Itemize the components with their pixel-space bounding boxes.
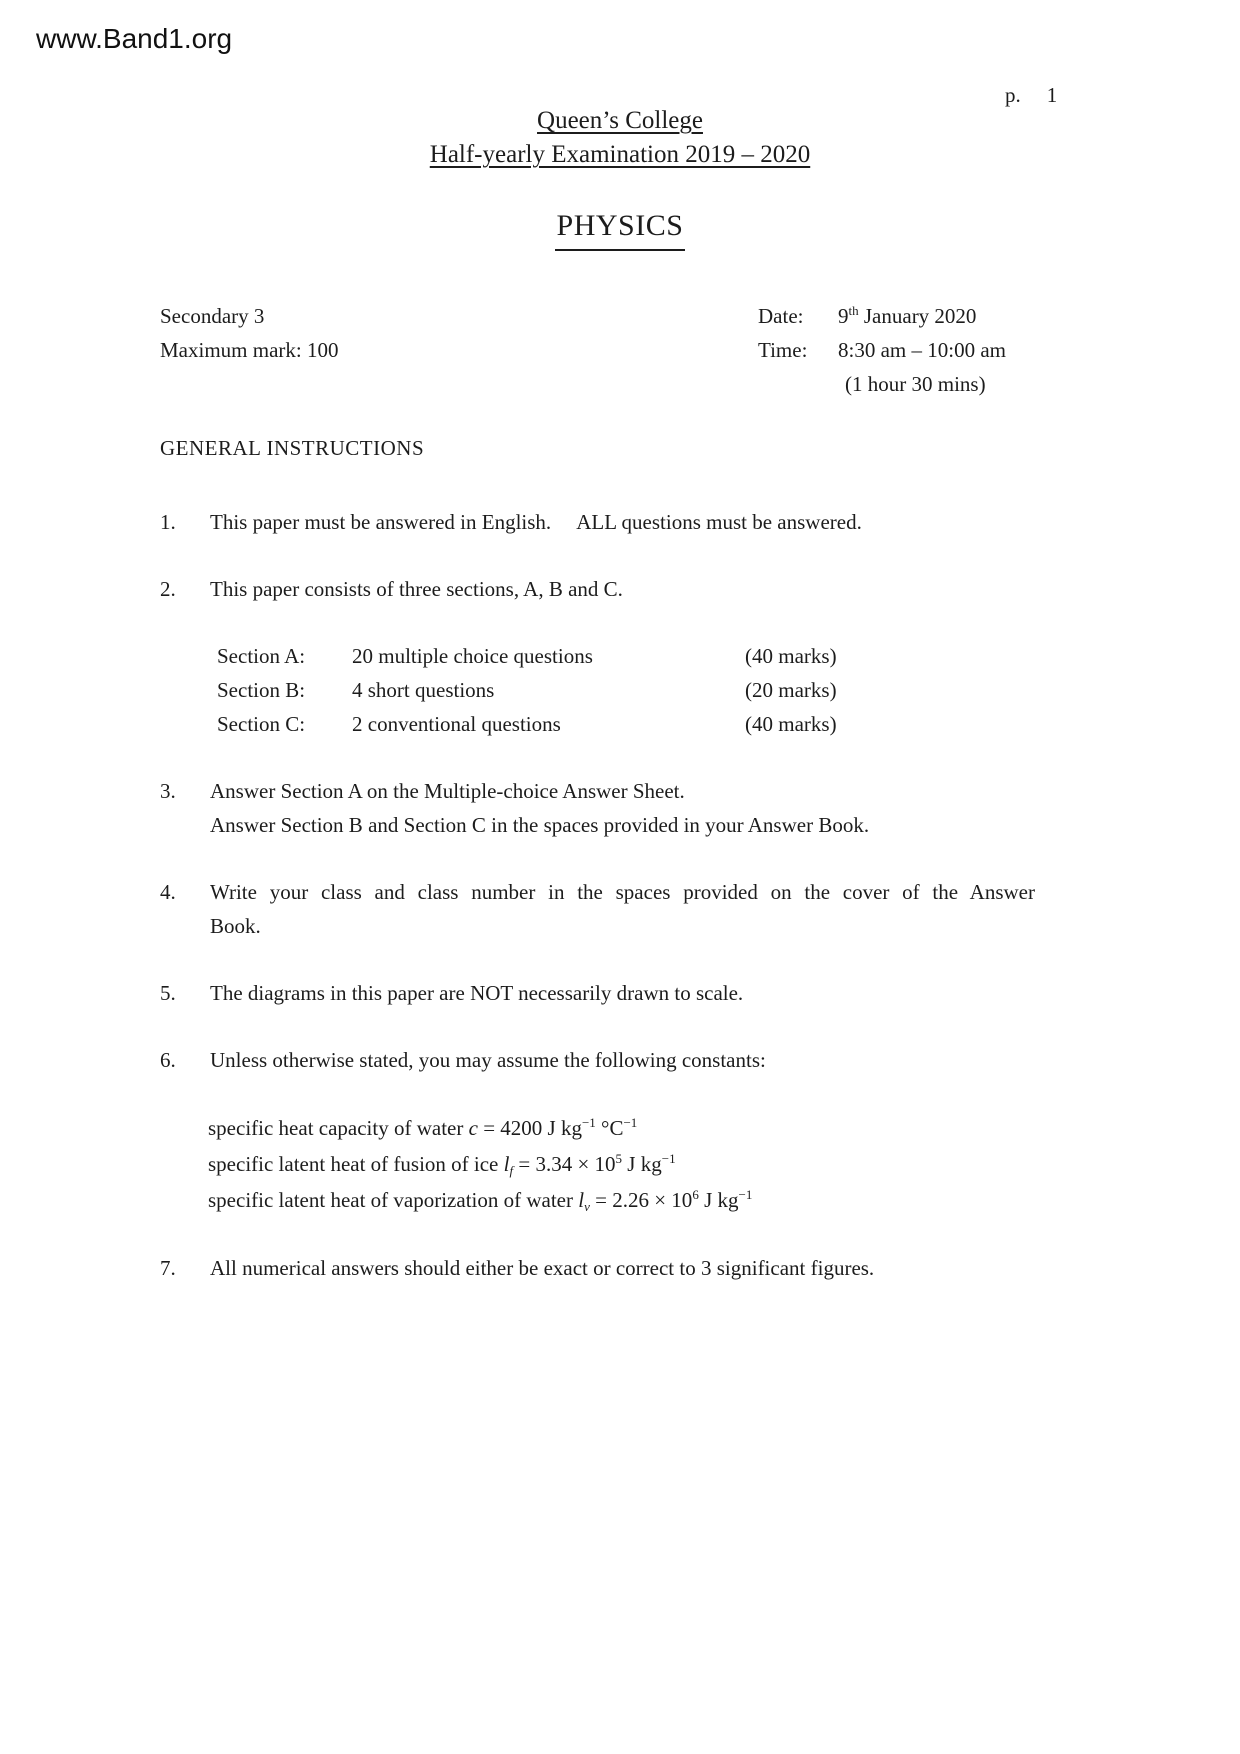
section-row-b bbox=[210, 673, 1240, 707]
item-text: This paper must be answered in English. ALL questions must be answered. bbox=[210, 510, 862, 534]
constant-subscript: f bbox=[509, 1163, 514, 1178]
section-marks: (20 marks) bbox=[745, 678, 837, 702]
item-number: 3. bbox=[160, 779, 176, 803]
section-label: Section A: bbox=[217, 644, 306, 668]
instruction-item-3 bbox=[160, 774, 1035, 842]
constant-latent-heat-vaporization bbox=[208, 1182, 1240, 1218]
maximum-mark: Maximum mark: 100 bbox=[160, 338, 339, 362]
constant-heat-capacity bbox=[208, 1110, 1240, 1146]
item-text: All numerical answers should either be exact or correct to 3 significant figures. bbox=[210, 1256, 875, 1280]
exponent: 6 bbox=[692, 1187, 699, 1202]
section-description: 4 short questions bbox=[352, 678, 495, 702]
item-text-line-1: Answer Section A on the Multiple-choice Answer Sheet. bbox=[210, 779, 685, 803]
constant-unit: J kg bbox=[622, 1152, 662, 1176]
constants-list bbox=[208, 1110, 1240, 1218]
time-label: Time: bbox=[758, 338, 808, 362]
constant-prefix: specific latent heat of fusion of ice bbox=[208, 1152, 504, 1176]
item-number: 7. bbox=[160, 1256, 176, 1280]
section-marks: (40 marks) bbox=[745, 644, 837, 668]
constant-value: = 4200 J kg bbox=[477, 1116, 582, 1140]
section-marks: (40 marks) bbox=[745, 712, 837, 736]
sections-table bbox=[210, 639, 1240, 741]
constant-latent-heat-fusion bbox=[208, 1146, 1240, 1182]
constant-value: = 3.34 × 10 bbox=[513, 1152, 616, 1176]
info-row-2 bbox=[0, 333, 1240, 367]
item-text-line-2: Answer Section B and Section C in the spaces provided in your Answer Book. bbox=[210, 813, 870, 837]
item-text-line-2: Book. bbox=[210, 914, 261, 938]
instructions-list bbox=[0, 505, 1240, 1285]
duration-note: (1 hour 30 mins) bbox=[845, 372, 986, 396]
constant-unit: °C bbox=[595, 1116, 624, 1140]
school-name: Queen’s College bbox=[537, 107, 703, 134]
exponent: 5 bbox=[615, 1151, 623, 1166]
date-rest: January 2020 bbox=[858, 304, 977, 328]
exam-title: Half-yearly Examination 2019 – 2020 bbox=[429, 141, 811, 168]
constant-prefix: specific latent heat of vaporization of water bbox=[208, 1188, 579, 1212]
section-row-a bbox=[210, 639, 1240, 673]
date-value bbox=[838, 299, 976, 333]
watermark-text: www.Band1.org bbox=[36, 23, 233, 54]
page-number bbox=[1005, 78, 1057, 112]
constant-symbol: l bbox=[503, 1152, 510, 1176]
constant-symbol: l bbox=[578, 1188, 585, 1212]
exponent: −1 bbox=[738, 1187, 753, 1202]
date-ordinal-suffix: th bbox=[848, 303, 859, 318]
section-description: 2 conventional questions bbox=[352, 712, 561, 736]
constant-value: = 2.26 × 10 bbox=[589, 1188, 693, 1212]
constant-symbol: c bbox=[468, 1116, 478, 1140]
date-label: Date: bbox=[758, 304, 804, 328]
subject-title: PHYSICS bbox=[555, 206, 686, 251]
instructions-heading: GENERAL INSTRUCTIONS bbox=[160, 436, 425, 460]
constant-unit: J kg bbox=[698, 1188, 739, 1212]
page-number-value: 1 bbox=[1046, 83, 1058, 107]
section-label: Section C: bbox=[217, 712, 306, 736]
instruction-item-7 bbox=[160, 1251, 1035, 1285]
item-text-line-1: Write your class and class number in the spaces provided on the cover of the Answer bbox=[210, 880, 1035, 904]
time-value: 8:30 am – 10:00 am bbox=[838, 338, 1006, 362]
subject-title-line bbox=[0, 206, 1240, 251]
page-number-label: p. bbox=[1005, 83, 1021, 107]
item-number: 6. bbox=[160, 1048, 176, 1072]
exponent: −1 bbox=[581, 1115, 596, 1130]
instruction-item-2 bbox=[160, 572, 1035, 606]
exponent: −1 bbox=[661, 1151, 676, 1166]
instruction-item-5 bbox=[160, 976, 1035, 1010]
item-number: 5. bbox=[160, 981, 176, 1005]
class-level: Secondary 3 bbox=[160, 304, 265, 328]
constant-prefix: specific heat capacity of water bbox=[208, 1116, 469, 1140]
section-description: 20 multiple choice questions bbox=[352, 644, 593, 668]
item-number: 2. bbox=[160, 577, 176, 601]
section-row-c bbox=[210, 707, 1240, 741]
info-row-3 bbox=[0, 367, 1240, 401]
exam-info-block bbox=[0, 299, 1240, 401]
date-day: 9 bbox=[838, 304, 849, 328]
instruction-item-1 bbox=[160, 505, 1035, 539]
constant-subscript: v bbox=[584, 1199, 590, 1214]
item-text: The diagrams in this paper are NOT necessarily drawn to scale. bbox=[210, 981, 744, 1005]
item-number: 4. bbox=[160, 880, 176, 904]
item-text: Unless otherwise stated, you may assume the following constants: bbox=[210, 1048, 766, 1072]
instruction-item-6 bbox=[160, 1043, 1035, 1077]
exam-title-line bbox=[0, 138, 1240, 172]
section-label: Section B: bbox=[217, 678, 306, 702]
item-number: 1. bbox=[160, 510, 176, 534]
exponent: −1 bbox=[623, 1115, 638, 1130]
info-row-1 bbox=[0, 299, 1240, 333]
item-text: This paper consists of three sections, A, B and C. bbox=[210, 577, 623, 601]
instruction-item-4 bbox=[160, 875, 1035, 943]
